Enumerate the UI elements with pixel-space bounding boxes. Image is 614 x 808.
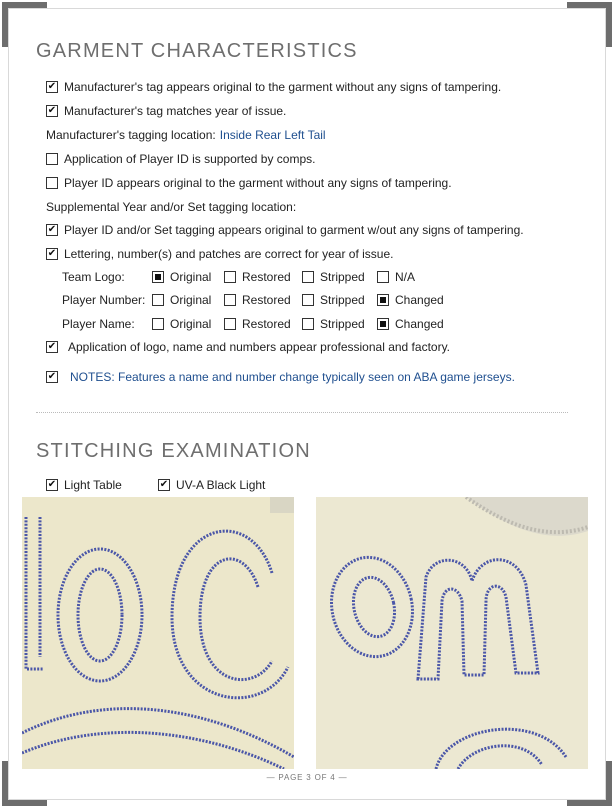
check-item-text: Player ID and/or Set tagging appears original to garment w/out any signs of tampering. (64, 223, 524, 237)
checkbox-lettering[interactable] (46, 248, 58, 260)
option-label: Restored (242, 270, 291, 284)
check-item-notes (46, 369, 515, 385)
checkbox-uv-light[interactable] (158, 479, 170, 491)
check-item-player-id-original (46, 175, 452, 191)
check-item-text: Application of logo, name and numbers appear professional and factory. (68, 340, 451, 354)
notes-text: NOTES: Features a name and number change typically seen on ABA game jerseys. (70, 370, 515, 384)
option-label: Original (170, 270, 212, 284)
radio-original[interactable] (152, 271, 164, 283)
checkbox-notes[interactable] (46, 371, 58, 383)
option-label: Restored (242, 317, 291, 331)
supplemental-tagging-label: Supplemental Year and/or Set tagging location: (46, 200, 297, 214)
check-item-lettering (46, 246, 394, 262)
check-item-text: Player ID appears original to the garment without any signs of tampering. (64, 176, 452, 190)
stitching-option-light-table (46, 477, 122, 493)
checkbox-player-id-comps[interactable] (46, 153, 58, 165)
check-item-text: Manufacturer's tag appears original to the garment without any signs of tampering. (64, 80, 502, 94)
garment-section-title: GARMENT CHARACTERISTICS (36, 40, 358, 62)
page-footer: — PAGE 3 OF 4 — (266, 773, 348, 782)
option-label: Original (170, 317, 212, 331)
option-label: Stripped (320, 317, 365, 331)
check-item-application (46, 339, 450, 355)
check-item-text: Manufacturer's tag matches year of issue. (64, 104, 287, 118)
checkbox-tag-original[interactable] (46, 81, 58, 93)
option-label: N/A (395, 270, 416, 284)
tagging-location-label: Manufacturer's tagging location: (46, 128, 216, 142)
grid-row-label: Player Number: (62, 293, 146, 307)
grid-row-label: Team Logo: (62, 270, 125, 284)
checkbox-set-tagging[interactable] (46, 224, 58, 236)
tagging-location-value: Inside Rear Left Tail (219, 128, 326, 142)
checkbox-player-id-original[interactable] (46, 177, 58, 189)
section-divider (36, 412, 568, 413)
checkbox-tag-year[interactable] (46, 105, 58, 117)
check-item-tag-year (46, 103, 286, 119)
check-item-set-tagging (46, 222, 524, 238)
radio-restored[interactable] (224, 294, 236, 306)
stitching-photo-left (22, 497, 294, 769)
stitching-option-uv-light (158, 477, 265, 493)
radio-na[interactable] (377, 271, 389, 283)
radio-changed[interactable] (377, 318, 389, 330)
option-label: Original (170, 293, 212, 307)
radio-restored[interactable] (224, 318, 236, 330)
radio-original[interactable] (152, 294, 164, 306)
stitching-option-text: Light Table (64, 478, 122, 492)
radio-changed[interactable] (377, 294, 389, 306)
stitching-section-title: STITCHING EXAMINATION (36, 440, 311, 462)
stitching-option-text: UV-A Black Light (176, 478, 266, 492)
tagging-location-row (46, 127, 326, 143)
option-label: Stripped (320, 270, 365, 284)
supplemental-tagging-row (46, 199, 296, 215)
grid-row-label: Player Name: (62, 317, 135, 331)
radio-original[interactable] (152, 318, 164, 330)
check-item-tag-original (46, 79, 501, 95)
radio-stripped[interactable] (302, 271, 314, 283)
radio-restored[interactable] (224, 271, 236, 283)
stitching-photo-right (316, 497, 588, 769)
radio-stripped[interactable] (302, 294, 314, 306)
check-item-player-id-comps (46, 151, 315, 167)
option-label: Stripped (320, 293, 365, 307)
checkbox-application[interactable] (46, 341, 58, 353)
check-item-text: Lettering, number(s) and patches are correct for year of issue. (64, 247, 394, 261)
checkbox-light-table[interactable] (46, 479, 58, 491)
radio-stripped[interactable] (302, 318, 314, 330)
option-label: Changed (395, 293, 444, 307)
check-item-text: Application of Player ID is supported by comps. (64, 152, 316, 166)
option-label: Restored (242, 293, 291, 307)
option-label: Changed (395, 317, 444, 331)
